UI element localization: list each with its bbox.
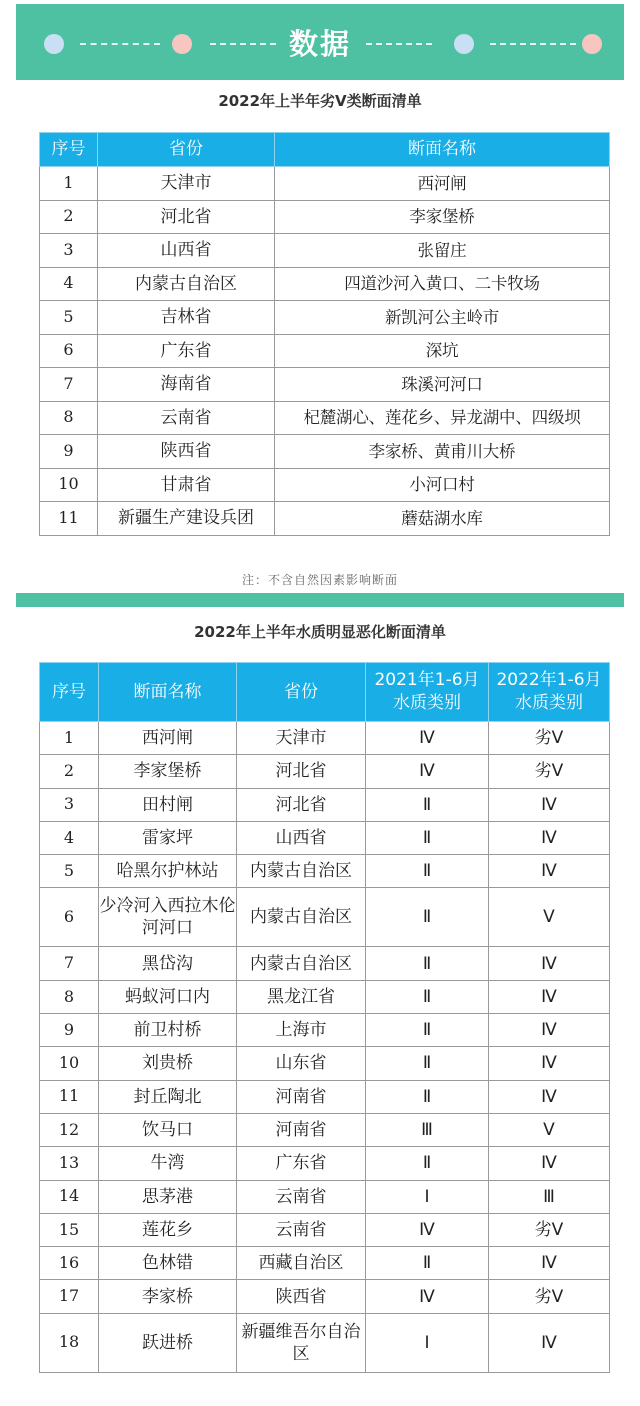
province-cell: 云南省 bbox=[98, 401, 275, 435]
row-index: 7 bbox=[40, 368, 98, 402]
section-name-cell: 小河口村 bbox=[275, 468, 610, 502]
deteriorated-sections-table bbox=[39, 662, 610, 1373]
inferior-class-table bbox=[39, 132, 610, 536]
table1-note: 注：不含自然因素影响断面 bbox=[241, 573, 398, 587]
row-index: 9 bbox=[40, 435, 98, 469]
row-index: 11 bbox=[40, 1080, 99, 1113]
quality-2022-cell: Ⅳ bbox=[489, 1047, 610, 1080]
row-index: 7 bbox=[40, 947, 99, 980]
row-index: 3 bbox=[40, 234, 98, 268]
table-row bbox=[40, 1080, 610, 1113]
section-name-cell: 莲花乡 bbox=[99, 1213, 237, 1246]
header-province: 省份 bbox=[98, 133, 275, 167]
table-row bbox=[40, 435, 610, 469]
row-index: 2 bbox=[40, 755, 99, 788]
province-cell: 广东省 bbox=[98, 334, 275, 368]
banner-title: 数据 bbox=[288, 27, 351, 61]
section-name-cell: 李家桥、黄甫川大桥 bbox=[275, 435, 610, 469]
section-name-cell: 刘贵桥 bbox=[99, 1047, 237, 1080]
quality-2021-cell: Ⅱ bbox=[366, 855, 489, 888]
header-section-name: 断面名称 bbox=[275, 133, 610, 167]
table-row bbox=[40, 301, 610, 335]
section-name-cell: 牛湾 bbox=[99, 1147, 237, 1180]
quality-2022-cell: Ⅴ bbox=[489, 1113, 610, 1146]
table-row bbox=[40, 855, 610, 888]
province-cell: 上海市 bbox=[237, 1014, 366, 1047]
quality-2021-cell: Ⅳ bbox=[366, 755, 489, 788]
section-name-cell: 西河闸 bbox=[99, 722, 237, 755]
section-name-cell: 西河闸 bbox=[275, 167, 610, 201]
quality-2021-cell: Ⅱ bbox=[366, 888, 489, 947]
quality-2022-cell: Ⅳ bbox=[489, 1247, 610, 1280]
province-cell: 广东省 bbox=[237, 1147, 366, 1180]
table-row bbox=[40, 821, 610, 854]
dashed-divider bbox=[366, 43, 432, 45]
table-row bbox=[40, 788, 610, 821]
quality-2022-cell: Ⅳ bbox=[489, 947, 610, 980]
quality-2021-cell: Ⅱ bbox=[366, 1147, 489, 1180]
row-index: 2 bbox=[40, 200, 98, 234]
section-name-cell: 雷家坪 bbox=[99, 821, 237, 854]
section-name-cell: 李家桥 bbox=[99, 1280, 237, 1313]
row-index: 4 bbox=[40, 267, 98, 301]
province-cell: 甘肃省 bbox=[98, 468, 275, 502]
quality-2022-cell: Ⅳ bbox=[489, 1147, 610, 1180]
province-cell: 陕西省 bbox=[98, 435, 275, 469]
table2-title: 2022年上半年水质明显恶化断面清单 bbox=[194, 623, 446, 641]
section-name-cell: 四道沙河入黄口、二卡牧场 bbox=[275, 267, 610, 301]
table-row bbox=[40, 1180, 610, 1213]
header-index: 序号 bbox=[40, 663, 99, 722]
row-index: 4 bbox=[40, 821, 99, 854]
row-index: 5 bbox=[40, 301, 98, 335]
row-index: 11 bbox=[40, 502, 98, 536]
row-index: 16 bbox=[40, 1247, 99, 1280]
table-row bbox=[40, 401, 610, 435]
section-name-cell: 李家堡桥 bbox=[99, 755, 237, 788]
table-row bbox=[40, 755, 610, 788]
table-row bbox=[40, 1147, 610, 1180]
header-banner bbox=[16, 4, 624, 80]
quality-2022-cell: 劣Ⅴ bbox=[489, 755, 610, 788]
table-row bbox=[40, 888, 610, 947]
quality-2021-cell: Ⅳ bbox=[366, 1213, 489, 1246]
quality-2021-cell: Ⅱ bbox=[366, 1247, 489, 1280]
province-cell: 吉林省 bbox=[98, 301, 275, 335]
section-name-cell: 蚂蚁河口内 bbox=[99, 980, 237, 1013]
quality-2021-cell: Ⅰ bbox=[366, 1180, 489, 1213]
section-name-cell: 思茅港 bbox=[99, 1180, 237, 1213]
row-index: 6 bbox=[40, 888, 99, 947]
quality-2022-cell: Ⅴ bbox=[489, 888, 610, 947]
section-name-cell: 田村闸 bbox=[99, 788, 237, 821]
quality-2021-cell: Ⅰ bbox=[366, 1313, 489, 1372]
header-2021-quality: 2021年1-6月水质类别 bbox=[366, 663, 489, 722]
row-index: 10 bbox=[40, 468, 98, 502]
header-province: 省份 bbox=[237, 663, 366, 722]
row-index: 1 bbox=[40, 167, 98, 201]
pink-dot-icon bbox=[582, 34, 602, 54]
province-cell: 内蒙古自治区 bbox=[237, 855, 366, 888]
table-row bbox=[40, 502, 610, 536]
table-row bbox=[40, 1014, 610, 1047]
section-name-cell: 封丘陶北 bbox=[99, 1080, 237, 1113]
quality-2021-cell: Ⅱ bbox=[366, 1047, 489, 1080]
row-index: 14 bbox=[40, 1180, 99, 1213]
province-cell: 云南省 bbox=[237, 1213, 366, 1246]
quality-2022-cell: Ⅳ bbox=[489, 821, 610, 854]
table-row bbox=[40, 1313, 610, 1372]
section-name-cell: 少冷河入西拉木伦河河口 bbox=[99, 888, 237, 947]
row-index: 15 bbox=[40, 1213, 99, 1246]
province-cell: 海南省 bbox=[98, 368, 275, 402]
table-row bbox=[40, 947, 610, 980]
section-name-cell: 蘑菇湖水库 bbox=[275, 502, 610, 536]
row-index: 18 bbox=[40, 1313, 99, 1372]
quality-2022-cell: Ⅳ bbox=[489, 1313, 610, 1372]
section-name-cell: 杞麓湖心、莲花乡、异龙湖中、四级坝 bbox=[275, 401, 610, 435]
province-cell: 山东省 bbox=[237, 1047, 366, 1080]
table-row bbox=[40, 368, 610, 402]
quality-2022-cell: 劣Ⅴ bbox=[489, 722, 610, 755]
section-divider-bar bbox=[16, 593, 624, 607]
quality-2022-cell: Ⅳ bbox=[489, 980, 610, 1013]
dashed-divider bbox=[490, 43, 576, 45]
header-index: 序号 bbox=[40, 133, 98, 167]
row-index: 5 bbox=[40, 855, 99, 888]
row-index: 8 bbox=[40, 980, 99, 1013]
province-cell: 山西省 bbox=[237, 821, 366, 854]
row-index: 12 bbox=[40, 1113, 99, 1146]
table-row bbox=[40, 267, 610, 301]
row-index: 17 bbox=[40, 1280, 99, 1313]
row-index: 8 bbox=[40, 401, 98, 435]
row-index: 3 bbox=[40, 788, 99, 821]
province-cell: 云南省 bbox=[237, 1180, 366, 1213]
quality-2021-cell: Ⅱ bbox=[366, 821, 489, 854]
row-index: 13 bbox=[40, 1147, 99, 1180]
province-cell: 河北省 bbox=[237, 755, 366, 788]
province-cell: 新疆生产建设兵团 bbox=[98, 502, 275, 536]
quality-2022-cell: Ⅳ bbox=[489, 788, 610, 821]
table-row bbox=[40, 722, 610, 755]
quality-2021-cell: Ⅱ bbox=[366, 1080, 489, 1113]
section-name-cell: 哈黑尔护林站 bbox=[99, 855, 237, 888]
province-cell: 内蒙古自治区 bbox=[98, 267, 275, 301]
table-row bbox=[40, 234, 610, 268]
table-row bbox=[40, 468, 610, 502]
row-index: 1 bbox=[40, 722, 99, 755]
province-cell: 河北省 bbox=[237, 788, 366, 821]
blue-dot-icon bbox=[454, 34, 474, 54]
province-cell: 天津市 bbox=[237, 722, 366, 755]
province-cell: 内蒙古自治区 bbox=[237, 947, 366, 980]
table-row bbox=[40, 200, 610, 234]
province-cell: 天津市 bbox=[98, 167, 275, 201]
section-name-cell: 深坑 bbox=[275, 334, 610, 368]
section-name-cell: 张留庄 bbox=[275, 234, 610, 268]
section-name-cell: 李家堡桥 bbox=[275, 200, 610, 234]
header-section-name: 断面名称 bbox=[99, 663, 237, 722]
province-cell: 河南省 bbox=[237, 1113, 366, 1146]
quality-2022-cell: Ⅲ bbox=[489, 1180, 610, 1213]
quality-2021-cell: Ⅳ bbox=[366, 1280, 489, 1313]
table-row bbox=[40, 1280, 610, 1313]
province-cell: 西藏自治区 bbox=[237, 1247, 366, 1280]
province-cell: 黑龙江省 bbox=[237, 980, 366, 1013]
table-row bbox=[40, 167, 610, 201]
table1-title: 2022年上半年劣Ⅴ类断面清单 bbox=[218, 92, 422, 110]
row-index: 10 bbox=[40, 1047, 99, 1080]
section-name-cell: 前卫村桥 bbox=[99, 1014, 237, 1047]
province-cell: 陕西省 bbox=[237, 1280, 366, 1313]
quality-2021-cell: Ⅱ bbox=[366, 980, 489, 1013]
quality-2021-cell: Ⅱ bbox=[366, 788, 489, 821]
row-index: 9 bbox=[40, 1014, 99, 1047]
quality-2022-cell: Ⅳ bbox=[489, 1014, 610, 1047]
province-cell: 河北省 bbox=[98, 200, 275, 234]
table-row bbox=[40, 980, 610, 1013]
quality-2022-cell: 劣Ⅴ bbox=[489, 1280, 610, 1313]
table-row bbox=[40, 1213, 610, 1246]
quality-2022-cell: Ⅳ bbox=[489, 1080, 610, 1113]
table-row bbox=[40, 1047, 610, 1080]
section-name-cell: 珠溪河河口 bbox=[275, 368, 610, 402]
quality-2021-cell: Ⅳ bbox=[366, 722, 489, 755]
table-row bbox=[40, 334, 610, 368]
quality-2021-cell: Ⅲ bbox=[366, 1113, 489, 1146]
row-index: 6 bbox=[40, 334, 98, 368]
province-cell: 内蒙古自治区 bbox=[237, 888, 366, 947]
province-cell: 河南省 bbox=[237, 1080, 366, 1113]
section-name-cell: 新凯河公主岭市 bbox=[275, 301, 610, 335]
section-name-cell: 饮马口 bbox=[99, 1113, 237, 1146]
quality-2022-cell: 劣Ⅴ bbox=[489, 1213, 610, 1246]
header-2022-quality: 2022年1-6月水质类别 bbox=[489, 663, 610, 722]
province-cell: 山西省 bbox=[98, 234, 275, 268]
quality-2021-cell: Ⅱ bbox=[366, 947, 489, 980]
section-name-cell: 色林错 bbox=[99, 1247, 237, 1280]
table-row bbox=[40, 1247, 610, 1280]
quality-2021-cell: Ⅱ bbox=[366, 1014, 489, 1047]
table-row bbox=[40, 1113, 610, 1146]
section-name-cell: 跃进桥 bbox=[99, 1313, 237, 1372]
quality-2022-cell: Ⅳ bbox=[489, 855, 610, 888]
section-name-cell: 黑岱沟 bbox=[99, 947, 237, 980]
province-cell: 新疆维吾尔自治区 bbox=[237, 1313, 366, 1372]
